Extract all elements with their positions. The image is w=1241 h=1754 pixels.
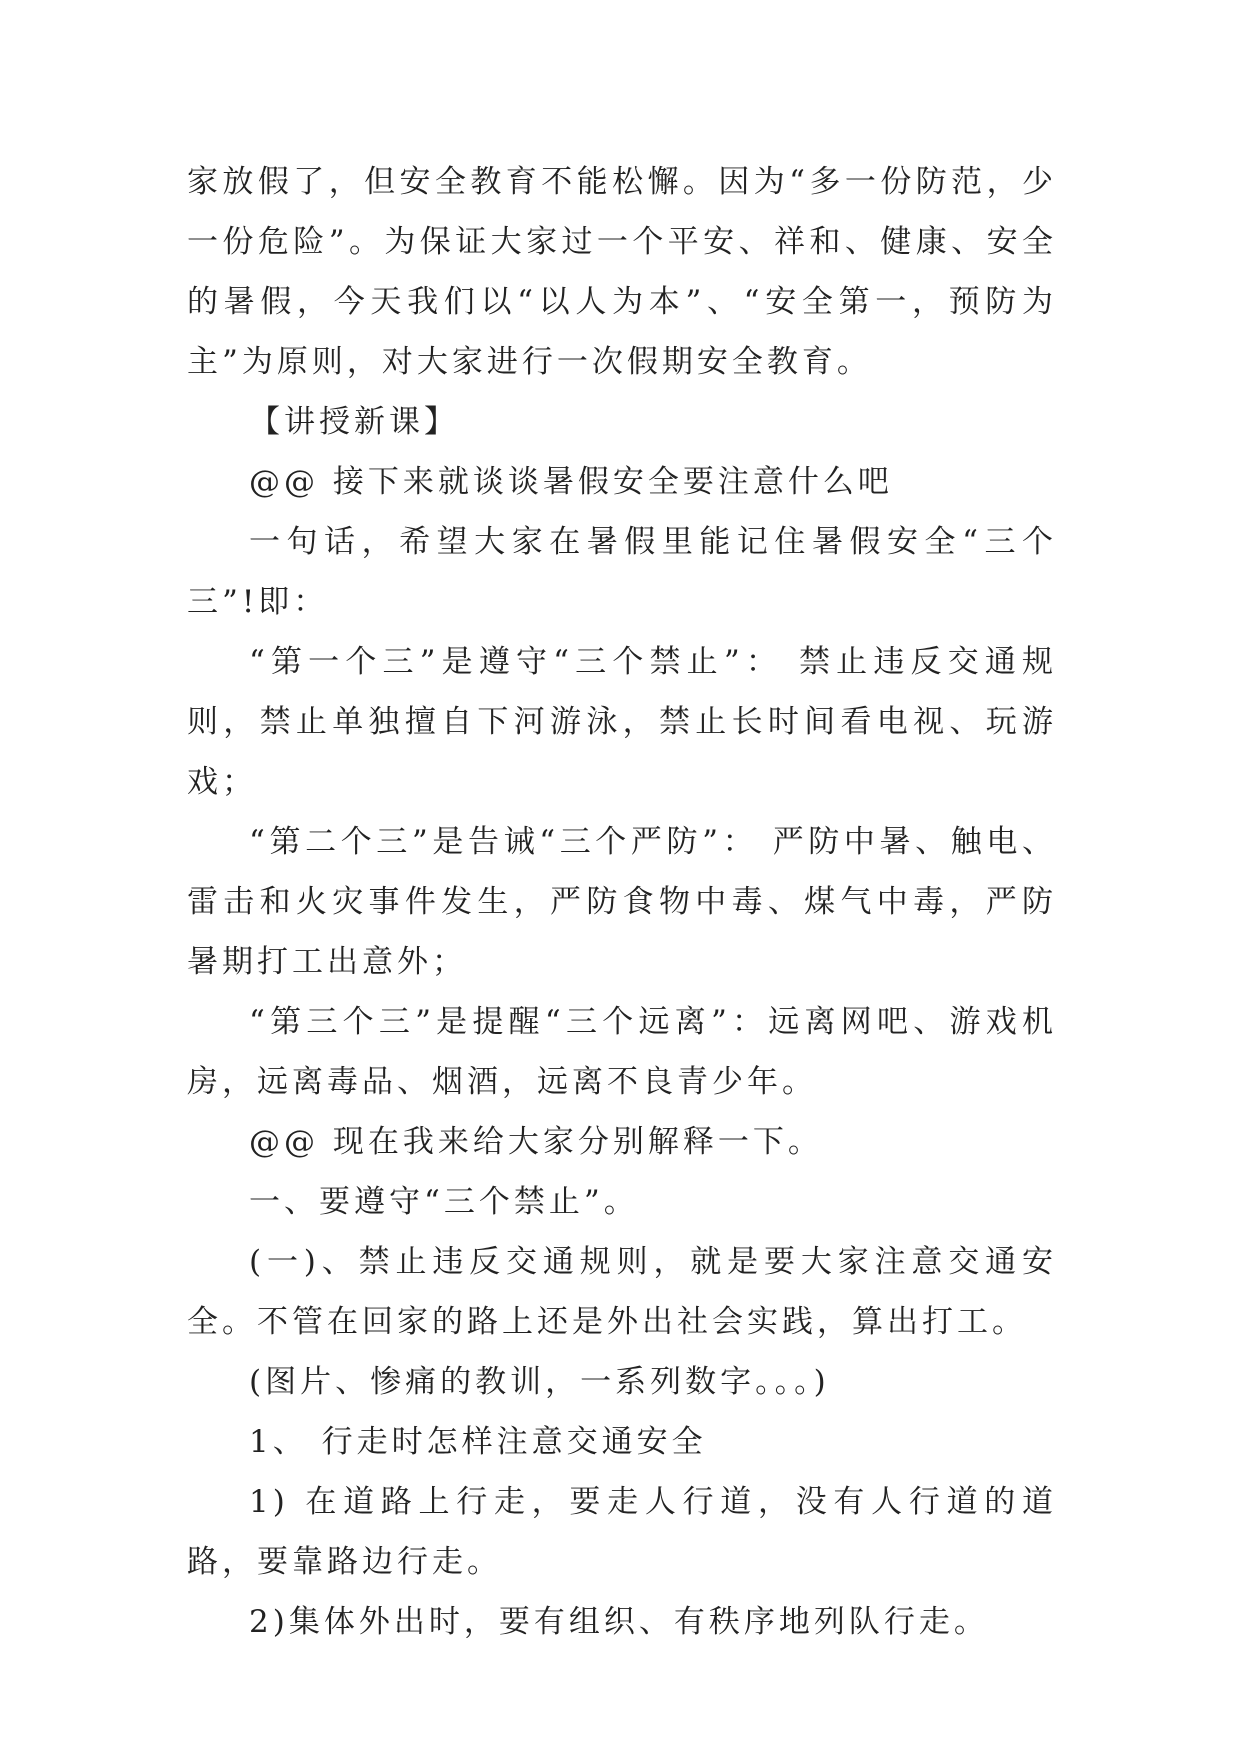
paragraph: @@ 现在我来给大家分别解释一下。 — [249, 1124, 823, 1160]
paragraph: 家放假了，但安全教育不能松懈。因为“多一份防范，少一份危险”。为保证大家过一个平安、祥和、健康、安全的暑假，今天我们以“以人为本”、“安全第一，预防为主”为原则，对大家进行一次假期安全教育。 — [187, 164, 1057, 380]
paragraph: (一)、禁止违反交通规则，就是要大家注意交通安全。不管在回家的路上还是外出社会实践，算出打工。 — [187, 1244, 1057, 1340]
paragraph: @@ 接下来就谈谈暑假安全要注意什么吧 — [249, 464, 893, 500]
paragraph: “第一个三”是遵守“三个禁止”： 禁止违反交通规则，禁止单独擅自下河游泳，禁止长时间看电视、玩游戏； — [187, 644, 1057, 800]
paragraph: (图片、惨痛的教训，一系列数字。。。) — [249, 1364, 830, 1400]
list-item: 1) 在道路上行走，要走人行道，没有人行道的道路，要靠路边行走。 — [187, 1484, 1057, 1580]
document-body — [187, 152, 1057, 1652]
list-heading: 1、 行走时怎样注意交通安全 — [249, 1424, 707, 1460]
paragraph: 一句话，希望大家在暑假里能记住暑假安全“三个三”!即： — [187, 524, 1057, 620]
paragraph: “第三个三”是提醒“三个远离”：远离网吧、游戏机房，远离毒品、烟酒，远离不良青少年。 — [187, 1004, 1057, 1100]
paragraph: “第二个三”是告诫“三个严防”： 严防中暑、触电、雷击和火灾事件发生，严防食物中毒、煤气中毒，严防暑期打工出意外； — [187, 824, 1057, 980]
section-heading: 【讲授新课】 — [249, 404, 459, 440]
list-item: 2)集体外出时，要有组织、有秩序地列队行走。 — [249, 1604, 989, 1640]
subsection-heading: 一、要遵守“三个禁止”。 — [249, 1184, 639, 1220]
